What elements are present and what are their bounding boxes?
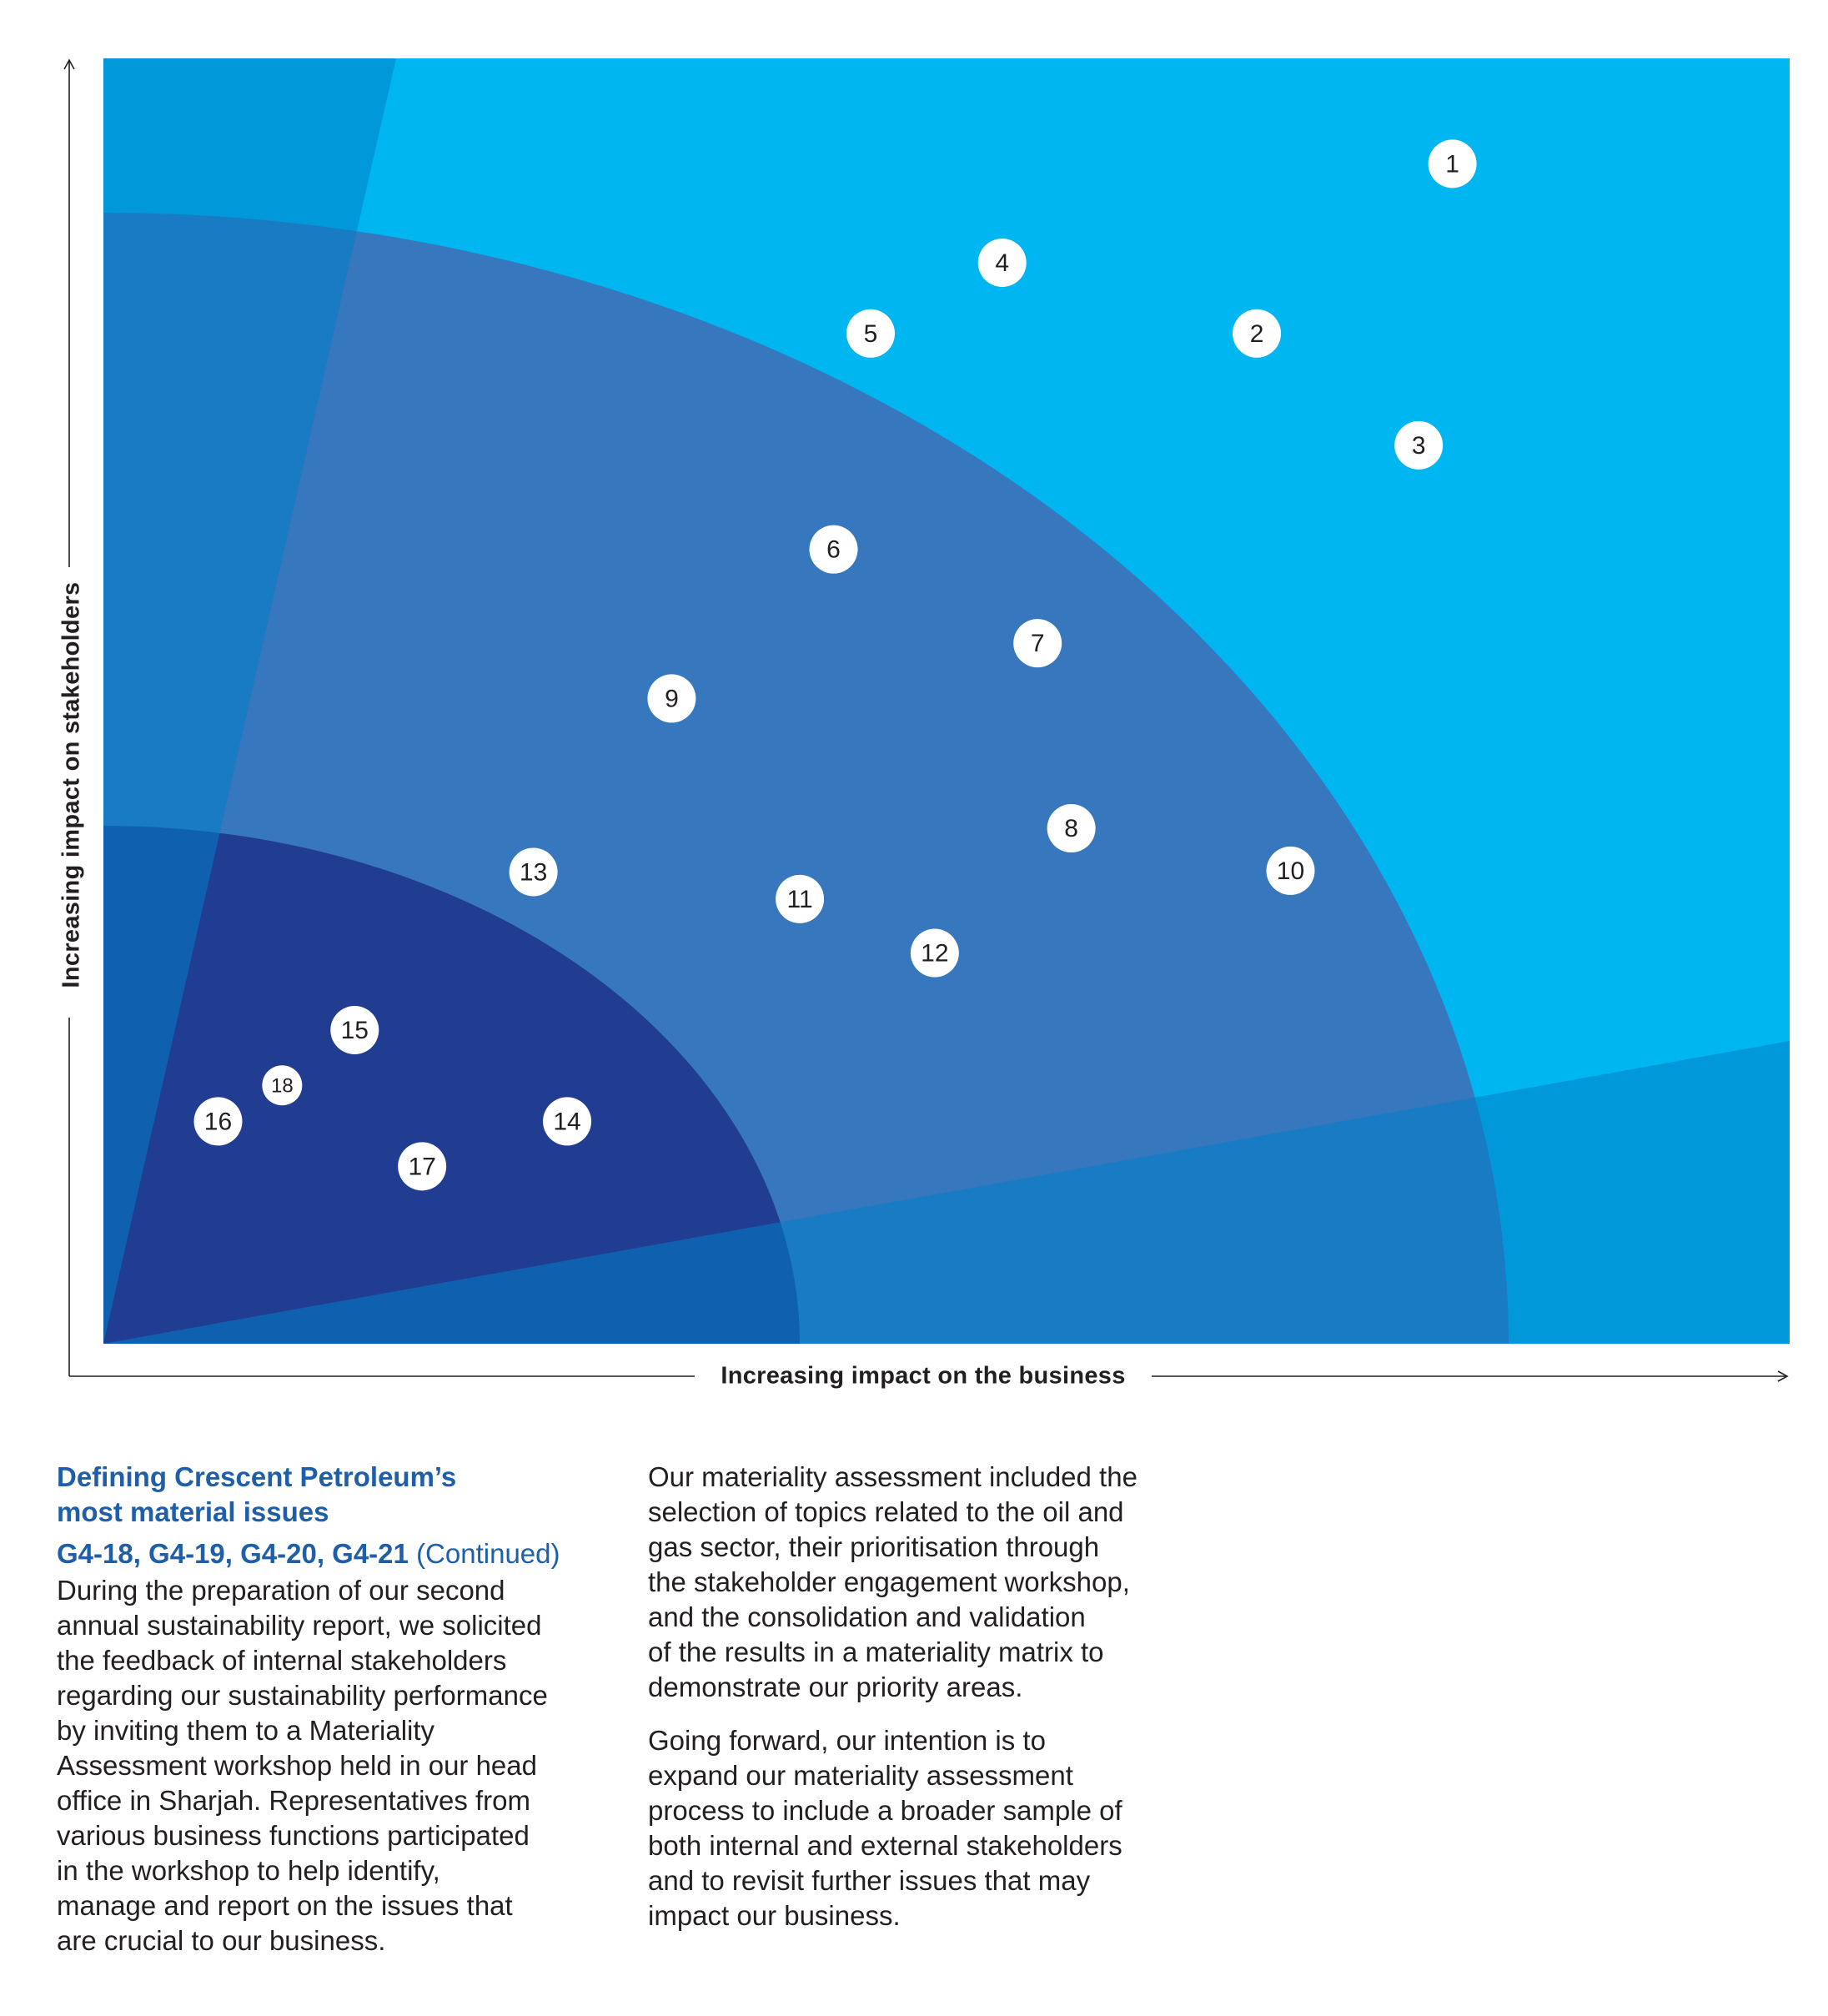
issue-number: 9 (665, 685, 679, 713)
issue-number: 4 (995, 249, 1010, 278)
left-paragraph: During the preparation of our second annual sustainability report, we solicited the feedback of internal stakeholders regarding our sustainability performance by inviting them to a Materiality Assessment workshop held in our head office in Sharjah. Representatives from various business functions participated in the workshop to help identify, manage and report on the issues that are crucial to our business. (57, 1575, 548, 1956)
zone-backgrounds (103, 58, 1790, 1344)
continued-label: (Continued) (416, 1538, 560, 1569)
issue-point-11 (776, 875, 824, 923)
issue-number: 11 (786, 885, 813, 913)
issue-point-14 (543, 1097, 591, 1145)
issue-number: 2 (1249, 319, 1264, 348)
issue-point-10 (1266, 847, 1314, 895)
y-axis-label: Increasing impact on stakeholders (58, 581, 85, 988)
issue-number: 17 (408, 1153, 436, 1181)
issue-number: 15 (340, 1016, 369, 1044)
right-paragraph-2: Going forward, our intention is to expand our materiality assessment process to include a broader sample of both internal and external stakeholders and to revisit further issues that may impact our business. (648, 1725, 1122, 1931)
issue-point-1 (1429, 139, 1477, 188)
left-text-column (57, 1460, 632, 1958)
issue-number: 18 (270, 1074, 294, 1098)
issue-number: 8 (1064, 815, 1078, 843)
issue-point-4 (978, 239, 1027, 287)
issue-point-16 (193, 1097, 242, 1145)
issue-number: 3 (1411, 431, 1426, 460)
section-heading: Defining Crescent Petroleum’s most material issues (57, 1461, 457, 1527)
issue-number: 13 (519, 858, 548, 887)
issue-point-9 (647, 674, 696, 722)
right-text-column (648, 1460, 1232, 1933)
issue-number: 6 (826, 535, 841, 564)
issue-point-5 (846, 309, 895, 358)
issue-number: 16 (203, 1108, 233, 1136)
issue-number: 10 (1276, 857, 1305, 885)
gri-codes: G4-18, G4-19, G4-20, G4-21 (57, 1538, 409, 1569)
issue-number: 14 (553, 1108, 581, 1136)
x-axis-label: Increasing impact on the business (721, 1362, 1126, 1390)
issue-point-18 (262, 1065, 302, 1105)
issue-point-17 (398, 1142, 446, 1190)
issue-point-8 (1047, 804, 1096, 852)
issue-number: 1 (1445, 150, 1459, 178)
issue-number: 5 (863, 319, 878, 348)
issue-point-3 (1394, 421, 1443, 470)
issue-point-13 (510, 847, 558, 896)
right-paragraph-1: Our materiality assessment included the selection of topics related to the oil and gas sector, their prioritisation through the stakeholder engagement workshop, and the consolidation and validation of the results in a materiality matrix to demonstrate our priority areas. (648, 1461, 1137, 1702)
issue-number: 12 (921, 939, 949, 968)
issue-number: 7 (1030, 630, 1045, 658)
gri-codes-line (57, 1536, 632, 1571)
issue-point-12 (911, 929, 959, 978)
issue-point-15 (330, 1006, 379, 1054)
issue-point-2 (1233, 309, 1281, 358)
issue-point-6 (810, 525, 858, 574)
issue-point-7 (1013, 619, 1062, 667)
